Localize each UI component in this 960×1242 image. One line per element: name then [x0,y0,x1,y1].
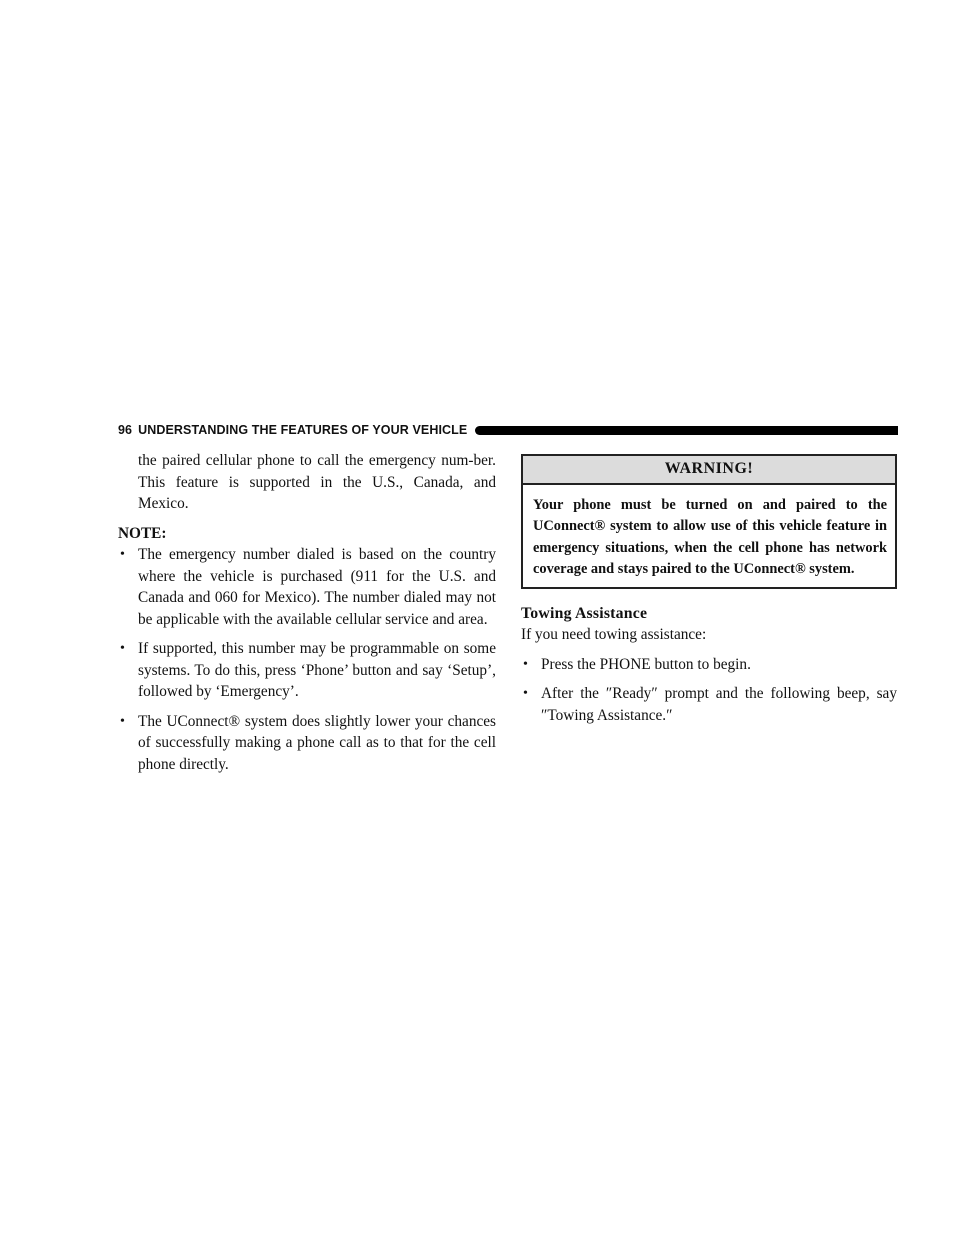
warning-text: Your phone must be turned on and paired to the UConnect® system to allow use of this vehicle feature in emergency situations, when the cell phone has network coverage and stays paired to the UConnect® system. [533,496,887,577]
bullet-icon: • [523,686,528,701]
section-heading: Towing Assistance [521,604,648,622]
bullet-text: The UConnect® system does slightly lower your chances of successfully making a phone call as to that for the cell phone directly. [138,712,496,773]
list-item [118,711,496,776]
bullet-icon: • [120,713,125,729]
right-column [521,454,897,734]
header-rule [475,426,898,435]
list-item [521,683,897,726]
list-item [521,654,897,676]
page-header [118,422,898,438]
section-title: UNDERSTANDING THE FEATURES OF YOUR VEHICLE [138,423,468,437]
bullet-icon: • [120,547,125,562]
bullet-icon: • [120,641,125,656]
list-item [118,638,496,703]
bullet-icon: • [523,656,528,672]
list-item [118,544,496,630]
bullet-text: Press the PHONE button to begin. [541,655,751,673]
page-number: 96 [118,423,133,437]
warning-box [521,454,897,589]
intro-paragraph: the paired cellular phone to call the emergency num-ber. This feature is supported in the U.S., Canada, and Mexico. [138,452,496,512]
note-title: NOTE: [118,524,167,542]
warning-title: WARNING! [523,456,895,485]
bullet-text: The emergency number dialed is based on the country where the vehicle is purchased (911 for the U.S. and Canada and 060 for Mexico). The number dialed may not be applicable with the available cellular service and area. [138,546,496,628]
bullet-text: If supported, this number may be programmable on some systems. To do this, press ‘Phone’ button and say ‘Setup’, followed by ‘Emergency’. [138,640,496,700]
bullet-text: After the ″Ready″ prompt and the following beep, say ″Towing Assistance.″ [541,685,897,724]
left-column [118,450,496,783]
section-intro: If you need towing assistance: [521,626,707,643]
